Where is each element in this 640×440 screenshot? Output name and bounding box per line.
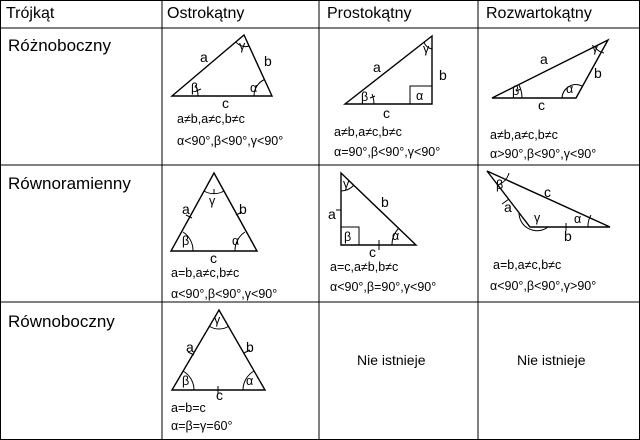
cond-sides-scalene-right: a≠b,a≠c,b≠c <box>334 125 402 139</box>
angle-label-gamma: γ <box>592 41 599 55</box>
angle-label-alpha: α <box>232 234 240 248</box>
triangle-scalene-right <box>319 28 478 121</box>
side-label-b: b <box>439 67 447 83</box>
cond-angles-scalene-obtuse: α>90°,β<90°,γ<90° <box>490 147 597 161</box>
angle-label-alpha: α <box>250 81 258 95</box>
cond-sides-isosceles-right: a=c,a≠b,b≠c <box>330 260 399 274</box>
side-label-c: c <box>369 244 376 260</box>
angle-label-gamma: γ <box>209 194 216 208</box>
angle-label-beta: β <box>361 90 369 104</box>
cond-sides-equilateral: a=b=c <box>171 401 206 415</box>
side-label-c: c <box>222 95 229 111</box>
triangle-isosceles-acute <box>162 165 319 266</box>
side-label-c: c <box>210 250 217 266</box>
triangle-equilateral <box>162 302 319 403</box>
angle-label-gamma: γ <box>239 39 246 53</box>
angle-label-alpha: α <box>246 374 254 388</box>
side-label-b: b <box>239 201 247 217</box>
angle-label-alpha: α <box>566 82 574 96</box>
triangle-scalene-acute <box>162 28 319 111</box>
row-label-scalene: Różnoboczny <box>8 36 112 55</box>
side-label-a: a <box>373 59 381 75</box>
row-label-equilateral: Równoboczny <box>8 312 115 331</box>
cond-angles-isosceles-right: α<90°,β=90°,γ<90° <box>330 280 437 294</box>
cond-sides-isosceles-obtuse: a=b,a≠c,b≠c <box>493 258 562 272</box>
cond-angles-equilateral: α=β=γ=60° <box>171 419 233 433</box>
angle-label-alpha: α <box>574 212 582 226</box>
side-label-a: a <box>540 51 548 67</box>
triangle-isosceles-obtuse <box>478 165 640 244</box>
side-label-b: b <box>246 339 254 355</box>
row-label-isosceles: Równoramienny <box>8 174 131 193</box>
angle-label-gamma: γ <box>423 42 430 56</box>
side-label-a: a <box>182 201 190 217</box>
angle-label-gamma: γ <box>343 177 350 191</box>
angle-label-gamma: γ <box>534 211 541 225</box>
side-label-a: a <box>504 199 512 215</box>
header-acute: Ostrokątny <box>167 5 245 22</box>
cond-sides-isosceles-acute: a=b,a≠c,b≠c <box>171 266 240 280</box>
side-label-b: b <box>564 228 572 244</box>
header-triangle: Trójkąt <box>6 5 55 22</box>
angle-label-beta: β <box>191 81 199 95</box>
cond-sides-scalene-obtuse: a≠b,a≠c,b≠c <box>490 128 558 142</box>
cond-sides-scalene-acute: a≠b,a≠c,b≠c <box>177 112 245 126</box>
side-label-b: b <box>594 65 602 81</box>
cond-angles-isosceles-obtuse: α<90°,β<90°,γ>90° <box>490 279 597 293</box>
side-label-c: c <box>538 97 545 113</box>
angle-label-beta: β <box>496 178 504 192</box>
side-label-b: b <box>381 194 389 210</box>
angle-label-alpha: α <box>416 89 424 103</box>
side-label-a: a <box>200 49 208 65</box>
angle-label-beta: β <box>182 234 190 248</box>
side-label-c: c <box>544 184 551 200</box>
triangle-scalene-obtuse <box>478 28 640 113</box>
side-label-c: c <box>216 387 223 403</box>
header-right: Prostokątny <box>327 5 412 22</box>
angle-label-beta: β <box>344 230 352 244</box>
side-label-b: b <box>264 53 272 69</box>
angle-label-alpha: α <box>392 229 400 243</box>
triangle-isosceles-right <box>319 165 478 260</box>
cond-angles-isosceles-acute: α<90°,β<90°,γ<90° <box>171 287 278 301</box>
angle-label-beta: β <box>512 84 520 98</box>
cond-angles-scalene-acute: α<90°,β<90°,γ<90° <box>177 134 284 148</box>
header-obtuse: Rozwartokątny <box>486 5 592 22</box>
side-label-a: a <box>186 339 194 355</box>
note-equilateral-obtuse: Nie istnieje <box>517 352 586 368</box>
note-equilateral-right: Nie istnieje <box>357 352 426 368</box>
side-label-c: c <box>383 105 390 121</box>
angle-label-beta: β <box>182 374 190 388</box>
cond-angles-scalene-right: α=90°,β<90°,γ<90° <box>334 145 441 159</box>
angle-label-gamma: γ <box>214 313 221 327</box>
side-label-a: a <box>328 206 336 222</box>
